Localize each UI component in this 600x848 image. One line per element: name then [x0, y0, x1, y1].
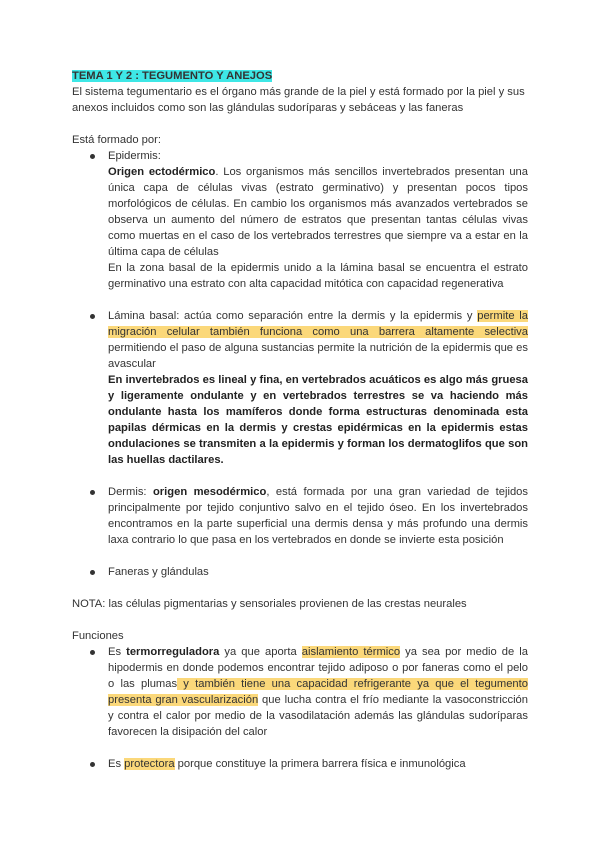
list-item-faneras: Faneras y glándulas: [72, 564, 528, 580]
page-title: TEMA 1 Y 2 : TEGUMENTO Y ANEJOS: [72, 70, 273, 82]
section-heading-funciones: Funciones: [72, 630, 124, 642]
intro-paragraph: El sistema tegumentario es el órgano más grande de la piel y está formado por la piel y sus anexos incluidos como son las glándulas sudoríparas y sebáceas y las faneras: [72, 86, 525, 114]
list-item-termorreguladora: Es termorreguladora ya que aporta aislamiento térmico ya sea por medio de la hipodermis en donde podemos encontrar tejido adiposo o por faneras como el pelo o las plumas y también tiene una capacidad refrigerante ya que el tegumento presenta gran vascularización que lucha contra el frío mediante la vasoconstricción y contra el calor por medio de la vasodilatación además las glándulas sudoríparas favorecen la disipación del calor: [72, 644, 528, 740]
structure-list-3: [72, 484, 528, 548]
epidermis-origin: Origen ectodérmico. Los organismos más sencillos invertebrados presentan una única capa de células vivas (estrato germinativo) y presentan pocos tipos morfológicos de células. En cambio los organismos más avanzados vertebrados se observa un aumento del número de estratos que presentan tantas células vivas como muertas en el caso de los vertebrados terrestres que siempre va a estar en la última capa de células: [108, 166, 529, 258]
list-item-epidermis: Epidermis: Origen ectodérmico. Los organismos más sencillos invertebrados presentan una única capa de células vivas (estrato germinativo) y presentan pocos tipos morfológicos de células. En cambio los organismos más avanzados vertebrados se observa un aumento del número de estratos que presentan tantas células vivas como muertas en el caso de los vertebrados terrestres que siempre va a estar en la última capa de células En la zona basal de la epidermis unido a la lámina basal se encuentra el estrato germinativo una estrato con alta capacidad mitótica con capacidad regenerativa: [72, 148, 528, 292]
epidermis-basal-zone: En la zona basal de la epidermis unido a la lámina basal se encuentra el estrato germinativo una estrato con alta capacidad mitótica con capacidad regenerativa: [108, 262, 528, 290]
note-paragraph: NOTA: las células pigmentarias y sensoriales provienen de las crestas neurales: [72, 598, 467, 610]
list-item-lamina-basal: Lámina basal: actúa como separación entre la dermis y la epidermis y permite la migración celular también funciona como una barrera altamente selectiva permitiendo el paso de alguna sustancias permite la nutrición de la epidermis que es avascular En invertebrados es lineal y fina, en vertebrados acuáticos es algo más gruesa y ligeramente ondulante y en vertebrados terrestres se va haciendo más ondulante hasta los mamíferos donde forma estructuras denominada esta papilas dérmicas en la dermis y crestas epidérmicas en la epidermis estas ondulaciones se transmiten a la epidermis y forman los dermatoglifos que son las huellas dactilares.: [72, 308, 528, 468]
structure-list-4: [72, 564, 528, 580]
functions-list: [72, 644, 528, 740]
list-item-dermis: Dermis: origen mesodérmico, está formada por una gran variedad de tejidos principalmente por tejido conjuntivo salvo en el tejido óseo. En los invertebrados encontramos en la parte superficial una dermis densa y más profundo una dermis laxa contrario lo que pasa en los vertebrados en donde se invierte esta posición: [72, 484, 528, 548]
lamina-bold-paragraph: En invertebrados es lineal y fina, en vertebrados acuáticos es algo más gruesa y ligeramente ondulante y en vertebrados terrestres se va haciendo más ondulante hasta los mamíferos donde forma estructuras denominada esta papilas dérmicas en la dermis y crestas epidérmicas en la epidermis estas ondulaciones se transmiten a la epidermis y forman los dermatoglifos que son las huellas dactilares.: [108, 374, 528, 466]
structure-list: [72, 148, 528, 292]
structure-list-2: [72, 308, 528, 468]
list-item-protectora: Es protectora porque constituye la primera barrera física e inmunológica: [72, 756, 528, 772]
functions-list-2: [72, 756, 528, 772]
formed-by-label: Está formado por:: [72, 134, 161, 146]
document-body: [72, 68, 528, 772]
